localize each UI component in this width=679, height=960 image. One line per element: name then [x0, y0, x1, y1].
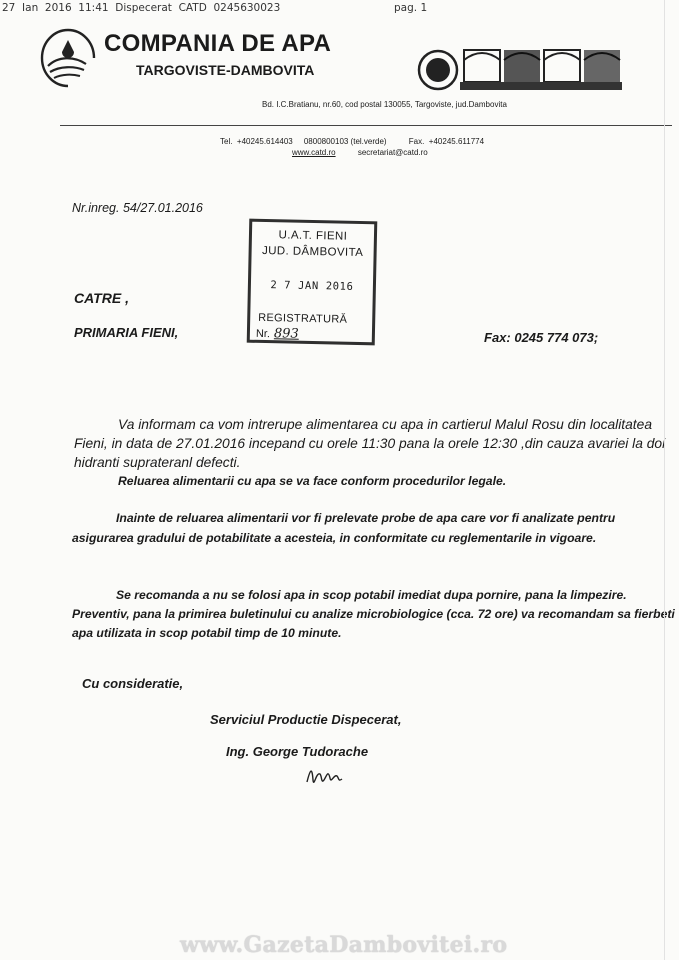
- watermark: www.GazetaDambovitei.ro: [180, 932, 508, 958]
- stamp-line1: U.A.T. FIENI: [278, 229, 348, 243]
- body-paragraph-4: Se recomanda a nu se folosi apa in scop potabil imediat dupa pornire, pana la limpezire. Preventiv, pana la primirea buletinului cu analize microbiologice (cca. 72 ore) va recomandam sa fierbeti apa utilizata in scop potabil timp de 10 minute.: [72, 588, 675, 640]
- closing-salutation: Cu consideratie,: [82, 676, 184, 691]
- stamp-nr-label: Nr.: [255, 327, 271, 341]
- website-link: www.catd.ro: [292, 148, 336, 157]
- company-location: TARGOVISTE-DAMBOVITA: [136, 62, 315, 78]
- body-paragraph-3: Inainte de reluarea alimentarii vor fi prelevate probe de apa care vor fi analizate pentru asigurarea gradului de potabilitate a acesteia, in conformitate cu reglementarile in vigoare.: [72, 511, 616, 545]
- stamp-line2: JUD. DÂMBOVITA: [261, 244, 364, 260]
- stamp-date: 2 7 JAN 2016: [270, 279, 354, 293]
- stamp-label: REGISTRATURĂ: [258, 311, 348, 326]
- fax-page-number: pag. 1: [394, 2, 428, 14]
- signatory-name: Ing. George Tudorache: [226, 744, 369, 759]
- recipient-fax: Fax: 0245 774 073;: [484, 330, 599, 345]
- stamp-number: [256, 326, 299, 342]
- body-paragraph-1: Va informam ca vom intrerupe alimentarea cu apa in cartierul Malul Rosu din localitatea Fieni, in data de 27.01.2016 incepand cu orele 11:30 pana la orele 12:30 ,din cauza avariei la doi hidranti suprateranl defecti.: [74, 417, 666, 470]
- signature-icon: [304, 760, 348, 790]
- company-address: Bd. I.C.Bratianu, nr.60, cod postal 130055, Targoviste, jud.Dambovita: [262, 100, 507, 109]
- fax-transmission-header: 27 Ian 2016 11:41 Dispecerat CATD 0245630023: [2, 2, 281, 14]
- registration-number: Nr.inreg. 54/27.01.2016: [72, 201, 203, 215]
- addressee-label: CATRE ,: [74, 290, 129, 306]
- company-name: COMPANIA DE APA: [104, 30, 332, 57]
- sender-department: Serviciul Productie Dispecerat,: [210, 712, 402, 727]
- header-divider: [60, 125, 672, 126]
- recipient-name: PRIMARIA FIENI,: [74, 325, 179, 340]
- registry-stamp: [247, 219, 378, 346]
- water-hand-logo-icon: [34, 26, 102, 90]
- body-paragraph-2: Reluarea alimentarii cu apa se va face conform procedurilor legale.: [118, 474, 507, 488]
- company-web-contacts: [292, 148, 428, 157]
- scan-edge: [664, 0, 665, 960]
- stamp-nr-value: 893: [273, 326, 299, 342]
- certification-logos-icon: [416, 44, 626, 92]
- company-email: secretariat@catd.ro: [357, 148, 428, 157]
- company-phone-fax: Tel. +40245.614403 0800800103 (tel.verde) Fax. +40245.611774: [220, 137, 485, 146]
